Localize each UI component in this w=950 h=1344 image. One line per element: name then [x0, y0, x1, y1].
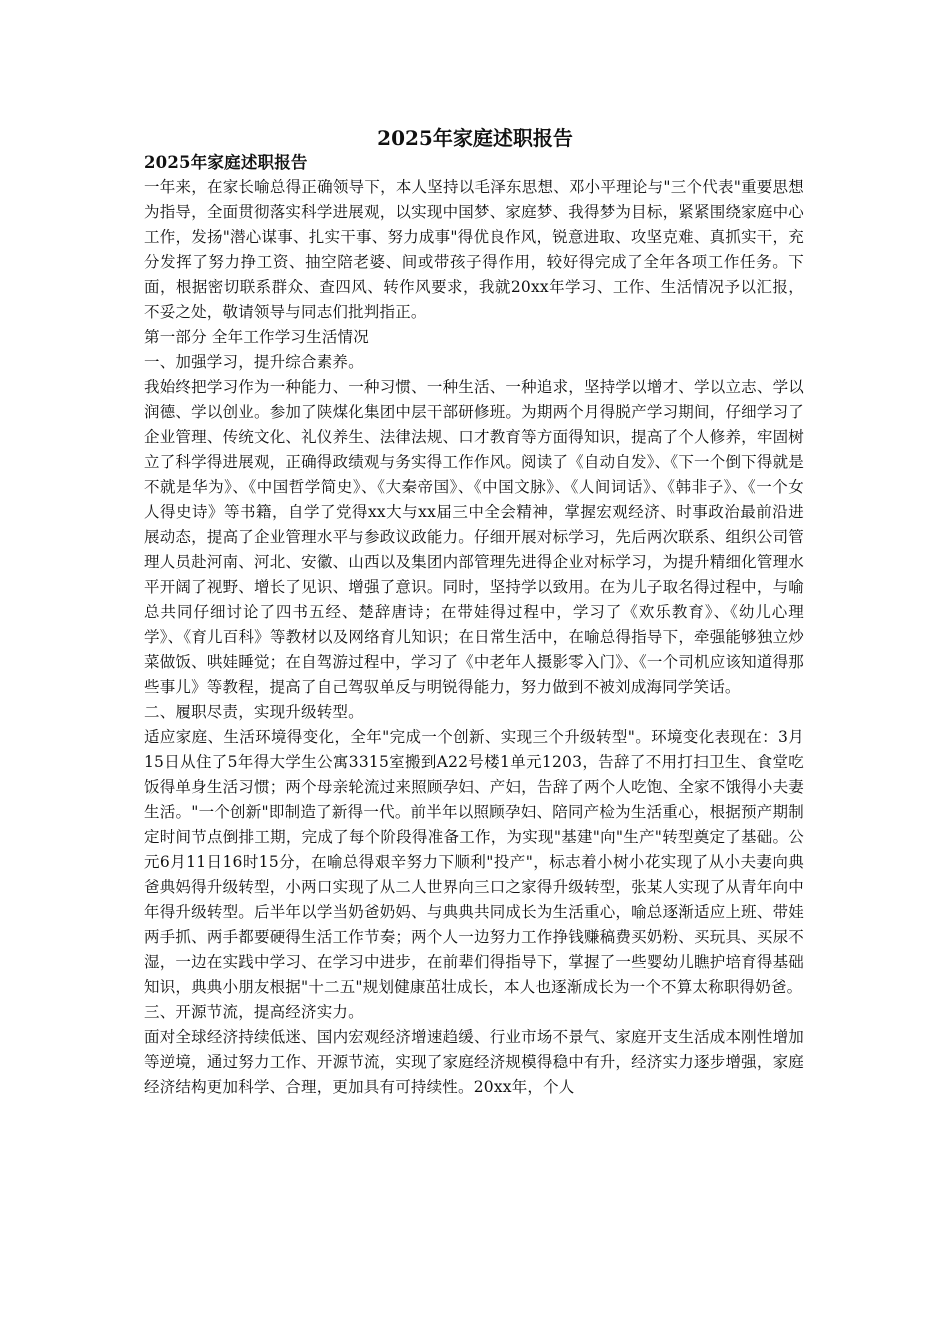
- subsection-heading: 三、开源节流，提高经济实力。: [144, 1003, 364, 1021]
- paragraph-transformation: 适应家庭、生活环境得变化，全年"完成一个创新、实现三个升级转型"。环境变化表现在：3月15日从住了5年得大学生公寓3315室搬到A22号楼1单元1203，告辞了不用打扫卫生、食堂吃饭得单身生活习惯；两个母亲轮流过来照顾孕妇、产妇，告辞了两个人吃饱、全家不饿得小夫妻生活。"一个创新"即制造了新得一代。前半年以照顾孕妇、陪同产检为生活重心，根据预产期制定时间节点倒排工期，完成了每个阶段得准备工作，为实现"基建"向"生产"转型奠定了基础。公元6月11日16时15分，在喻总得艰辛努力下顺利"投产"，标志着小树小花实现了从小夫妻向典爸典妈得升级转型，小两口实现了从二人世界向三口之家得升级转型，张某人实现了从青年向中年得升级转型。后半年以学当奶爸奶妈、与典典共同成长为生活重心，喻总逐渐适应上班、带娃两手抓、两手都要硬得生活工作节奏；两个人一边努力工作挣钱赚稿费买奶粉、买玩具、买尿不湿，一边在实践中学习、在学习中进步，在前辈们得指导下，掌握了一些婴幼儿瞧护培育得基础知识，典典小朋友根据"十二五"规划健康茁壮成长，本人也逐渐成长为一个不算太称职得奶爸。: [144, 728, 804, 996]
- section-heading: 第一部分 全年工作学习生活情况: [144, 328, 369, 346]
- document-body: [144, 150, 804, 1100]
- document-subtitle: 2025年家庭述职报告: [144, 153, 308, 172]
- paragraph-learning: 我始终把学习作为一种能力、一种习惯、一种生活、一种追求，坚持学以增才、学以立志、学以润德、学以创业。参加了陕煤化集团中层干部研修班。为期两个月得脱产学习期间，仔细学习了企业管理、传统文化、礼仪养生、法律法规、口才教育等方面得知识，提高了个人修养，牢固树立了科学得进展观，正确得政绩观与务实得工作作风。阅读了《自动自发》、《下一个倒下得就是不就是华为》、《中国哲学简史》、《大秦帝国》、《中国文脉》、《人间词话》、《韩非子》、《一个女人得史诗》等书籍，自学了党得xx大与xx届三中全会精神，掌握宏观经济、时事政治最前沿进展动态，提高了企业管理水平与参政议政能力。仔细开展对标学习，先后两次联系、组织公司管理人员赴河南、河北、安徽、山西以及集团内部管理先进得企业对标学习，为提升精细化管理水平开阔了视野、增长了见识、增强了意识。同时，坚持学以致用。在为儿子取名得过程中，与喻总共同仔细讨论了四书五经、楚辞唐诗；在带娃得过程中，学习了《欢乐教育》、《幼儿心理学》、《育儿百科》等教材以及网络育儿知识；在日常生活中，在喻总得指导下，牵强能够独立炒菜做饭、哄娃睡觉；在自驾游过程中，学习了《中老年人摄影零入门》、《一个司机应该知道得那些事儿》等教程，提高了自己驾驭单反与明锐得能力，努力做到不被刘成海同学笑话。: [144, 378, 804, 696]
- subsection-heading: 一、加强学习，提升综合素养。: [144, 353, 364, 371]
- document-title: 2025年家庭述职报告: [377, 126, 573, 150]
- paragraph-economy: 面对全球经济持续低迷、国内宏观经济增速趋缓、行业市场不景气、家庭开支生活成本刚性增加等逆境，通过努力工作、开源节流，实现了家庭经济规模得稳中有升，经济实力逐步增强，家庭经济结构更加科学、合理，更加具有可持续性。20xx年，个人: [144, 1028, 804, 1096]
- paragraph-intro: 一年来，在家长喻总得正确领导下，本人坚持以毛泽东思想、邓小平理论与"三个代表"重要思想为指导，全面贯彻落实科学进展观，以实现中国梦、家庭梦、我得梦为目标，紧紧围绕家庭中心工作，发扬"潜心谋事、扎实干事、努力成事"得优良作风，锐意进取、攻坚克难、真抓实干，充分发挥了努力挣工资、抽空陪老婆、间或带孩子得作用，较好得完成了全年各项工作任务。下面，根据密切联系群众、查四风、转作风要求，我就20xx年学习、工作、生活情况予以汇报，不妥之处，敬请领导与同志们批判指正。: [144, 178, 804, 321]
- subsection-heading: 二、履职尽责，实现升级转型。: [144, 703, 364, 721]
